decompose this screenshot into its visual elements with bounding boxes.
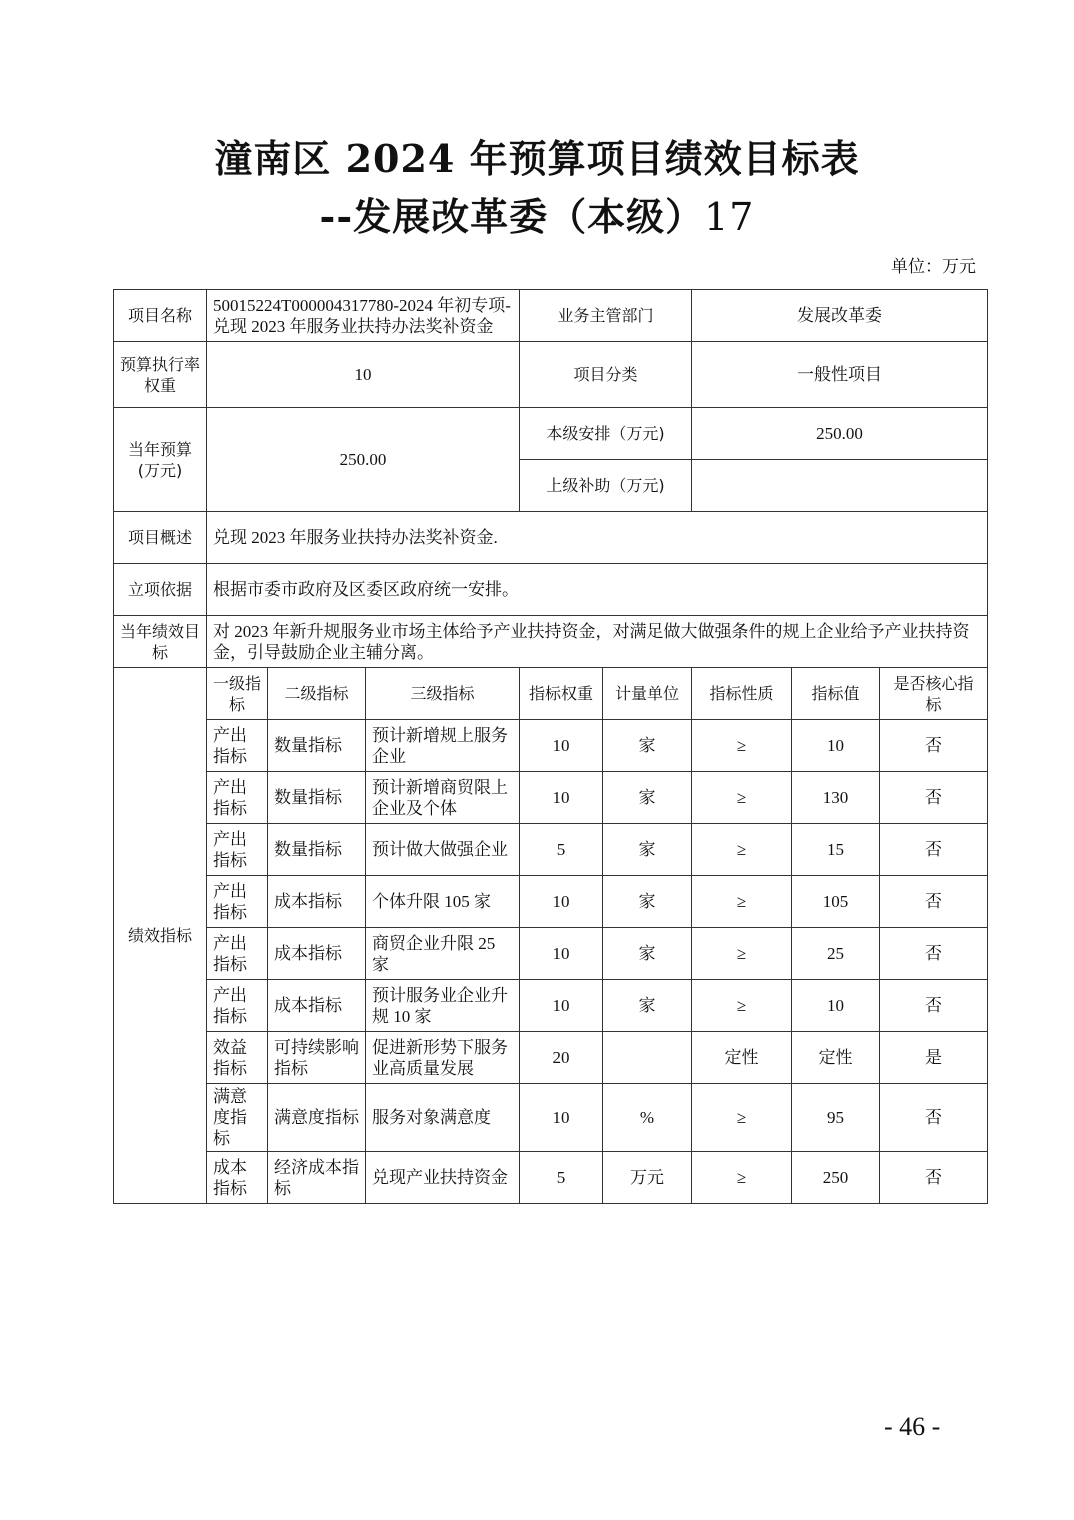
dept-label: 业务主管部门 — [520, 290, 692, 342]
row-summary — [114, 512, 988, 564]
indicator-value: 25 — [792, 928, 880, 980]
header-value: 指标值 — [792, 668, 880, 720]
indicator-level1: 效益指标 — [207, 1032, 268, 1084]
exec-weight-label: 预算执行率权重 — [114, 342, 207, 408]
indicator-row — [114, 1152, 988, 1204]
indicator-level1: 产出指标 — [207, 824, 268, 876]
indicator-row — [114, 772, 988, 824]
indicator-core: 否 — [880, 1152, 988, 1204]
indicator-weight: 5 — [520, 1152, 603, 1204]
indicator-level3: 预计新增规上服务企业 — [366, 720, 520, 772]
indicator-unit — [603, 1032, 692, 1084]
indicator-core: 否 — [880, 876, 988, 928]
indicator-level2: 成本指标 — [268, 876, 366, 928]
indicator-weight: 5 — [520, 824, 603, 876]
indicator-nature: ≥ — [692, 772, 792, 824]
subsidy-value — [692, 460, 988, 512]
indicator-unit: 家 — [603, 876, 692, 928]
page-number: - 46 - — [884, 1412, 941, 1441]
document-title: 潼南区 2024 年预算项目绩效目标表 — [214, 136, 860, 181]
indicator-level1: 产出指标 — [207, 772, 268, 824]
indicator-unit: 家 — [603, 772, 692, 824]
indicator-level2: 数量指标 — [268, 824, 366, 876]
indicator-nature: ≥ — [692, 876, 792, 928]
indicator-level2: 可持续影响指标 — [268, 1032, 366, 1084]
indicator-value: 130 — [792, 772, 880, 824]
project-name-value: 50015224T000004317780-2024 年初专项-兑现 2023 年服务业扶持办法奖补资金 — [207, 290, 520, 342]
indicator-value: 定性 — [792, 1032, 880, 1084]
summary-value: 兑现 2023 年服务业扶持办法奖补资金. — [207, 512, 988, 564]
project-name-label: 项目名称 — [114, 290, 207, 342]
document-subtitle — [0, 186, 1074, 241]
indicator-level3: 预计服务业企业升规 10 家 — [366, 980, 520, 1032]
indicator-weight: 10 — [520, 772, 603, 824]
indicator-value: 250 — [792, 1152, 880, 1204]
indicator-value: 105 — [792, 876, 880, 928]
category-value: 一般性项目 — [692, 342, 988, 408]
header-level1: 一级指标 — [207, 668, 268, 720]
indicator-row — [114, 876, 988, 928]
indicator-level3: 商贸企业升限 25 家 — [366, 928, 520, 980]
indicator-unit: 家 — [603, 824, 692, 876]
indicator-value: 10 — [792, 980, 880, 1032]
header-level2: 二级指标 — [268, 668, 366, 720]
indicator-row — [114, 1032, 988, 1084]
indicator-weight: 10 — [520, 876, 603, 928]
indicator-level2: 成本指标 — [268, 980, 366, 1032]
indicator-row — [114, 1084, 988, 1152]
header-level3: 三级指标 — [366, 668, 520, 720]
header-core: 是否核心指标 — [880, 668, 988, 720]
budget-label: 当年预算(万元) — [114, 408, 207, 512]
row-goal — [114, 616, 988, 668]
indicator-value: 95 — [792, 1084, 880, 1152]
row-basis — [114, 564, 988, 616]
indicator-level1: 产出指标 — [207, 720, 268, 772]
indicator-level3: 个体升限 105 家 — [366, 876, 520, 928]
indicator-nature: ≥ — [692, 720, 792, 772]
indicator-header-row — [114, 668, 988, 720]
header-nature: 指标性质 — [692, 668, 792, 720]
indicator-weight: 10 — [520, 980, 603, 1032]
dept-value: 发展改革委 — [692, 290, 988, 342]
indicator-row — [114, 824, 988, 876]
indicator-level1: 产出指标 — [207, 876, 268, 928]
indicator-level1: 产出指标 — [207, 980, 268, 1032]
subtitle-text: --发展改革委（本级） — [319, 194, 705, 239]
indicator-core: 否 — [880, 980, 988, 1032]
category-label: 项目分类 — [520, 342, 692, 408]
indicator-unit: 家 — [603, 980, 692, 1032]
row-exec-weight — [114, 342, 988, 408]
indicator-nature: ≥ — [692, 980, 792, 1032]
indicator-nature: ≥ — [692, 1084, 792, 1152]
indicator-weight: 10 — [520, 720, 603, 772]
subtitle-number: 17 — [704, 195, 755, 239]
exec-weight-value: 10 — [207, 342, 520, 408]
goal-value: 对 2023 年新升规服务业市场主体给予产业扶持资金，对满足做大做强条件的规上企业给予产业扶持资金，引导鼓励企业主辅分离。 — [207, 616, 988, 668]
indicator-nature: ≥ — [692, 824, 792, 876]
goal-label: 当年绩效目标 — [114, 616, 207, 668]
row-project-name — [114, 290, 988, 342]
subsidy-label: 上级补助（万元) — [520, 460, 692, 512]
indicator-weight: 20 — [520, 1032, 603, 1084]
indicator-nature: 定性 — [692, 1032, 792, 1084]
indicator-nature: ≥ — [692, 1152, 792, 1204]
indicator-core: 是 — [880, 1032, 988, 1084]
indicator-value: 10 — [792, 720, 880, 772]
indicator-level3: 预计做大做强企业 — [366, 824, 520, 876]
summary-label: 项目概述 — [114, 512, 207, 564]
indicator-level1: 满意度指标 — [207, 1084, 268, 1152]
indicator-core: 否 — [880, 824, 988, 876]
indicator-level2: 成本指标 — [268, 928, 366, 980]
basis-value: 根据市委市政府及区委区政府统一安排。 — [207, 564, 988, 616]
indicator-core: 否 — [880, 720, 988, 772]
indicator-weight: 10 — [520, 928, 603, 980]
indicator-unit: 万元 — [603, 1152, 692, 1204]
indicator-core: 否 — [880, 1084, 988, 1152]
indicator-level1: 成本指标 — [207, 1152, 268, 1204]
indicator-row — [114, 980, 988, 1032]
row-budget — [114, 408, 988, 460]
unit-label: 单位：万元 — [891, 257, 976, 276]
indicator-level3: 服务对象满意度 — [366, 1084, 520, 1152]
indicator-level2: 数量指标 — [268, 772, 366, 824]
header-weight: 指标权重 — [520, 668, 603, 720]
indicator-level3: 兑现产业扶持资金 — [366, 1152, 520, 1204]
indicator-nature: ≥ — [692, 928, 792, 980]
indicator-level3: 促进新形势下服务业高质量发展 — [366, 1032, 520, 1084]
indicator-unit: 家 — [603, 928, 692, 980]
indicator-row — [114, 928, 988, 980]
indicator-core: 否 — [880, 772, 988, 824]
indicator-level2: 数量指标 — [268, 720, 366, 772]
performance-table — [113, 289, 988, 1204]
budget-value: 250.00 — [207, 408, 520, 512]
indicator-value: 15 — [792, 824, 880, 876]
local-label: 本级安排（万元) — [520, 408, 692, 460]
indicator-level2: 满意度指标 — [268, 1084, 366, 1152]
indicators-section-label: 绩效指标 — [114, 668, 207, 1204]
indicator-core: 否 — [880, 928, 988, 980]
basis-label: 立项依据 — [114, 564, 207, 616]
local-value: 250.00 — [692, 408, 988, 460]
indicator-level1: 产出指标 — [207, 928, 268, 980]
indicator-level2: 经济成本指标 — [268, 1152, 366, 1204]
indicator-unit: % — [603, 1084, 692, 1152]
header-unit: 计量单位 — [603, 668, 692, 720]
indicator-unit: 家 — [603, 720, 692, 772]
indicator-row — [114, 720, 988, 772]
indicator-level3: 预计新增商贸限上企业及个体 — [366, 772, 520, 824]
indicator-weight: 10 — [520, 1084, 603, 1152]
